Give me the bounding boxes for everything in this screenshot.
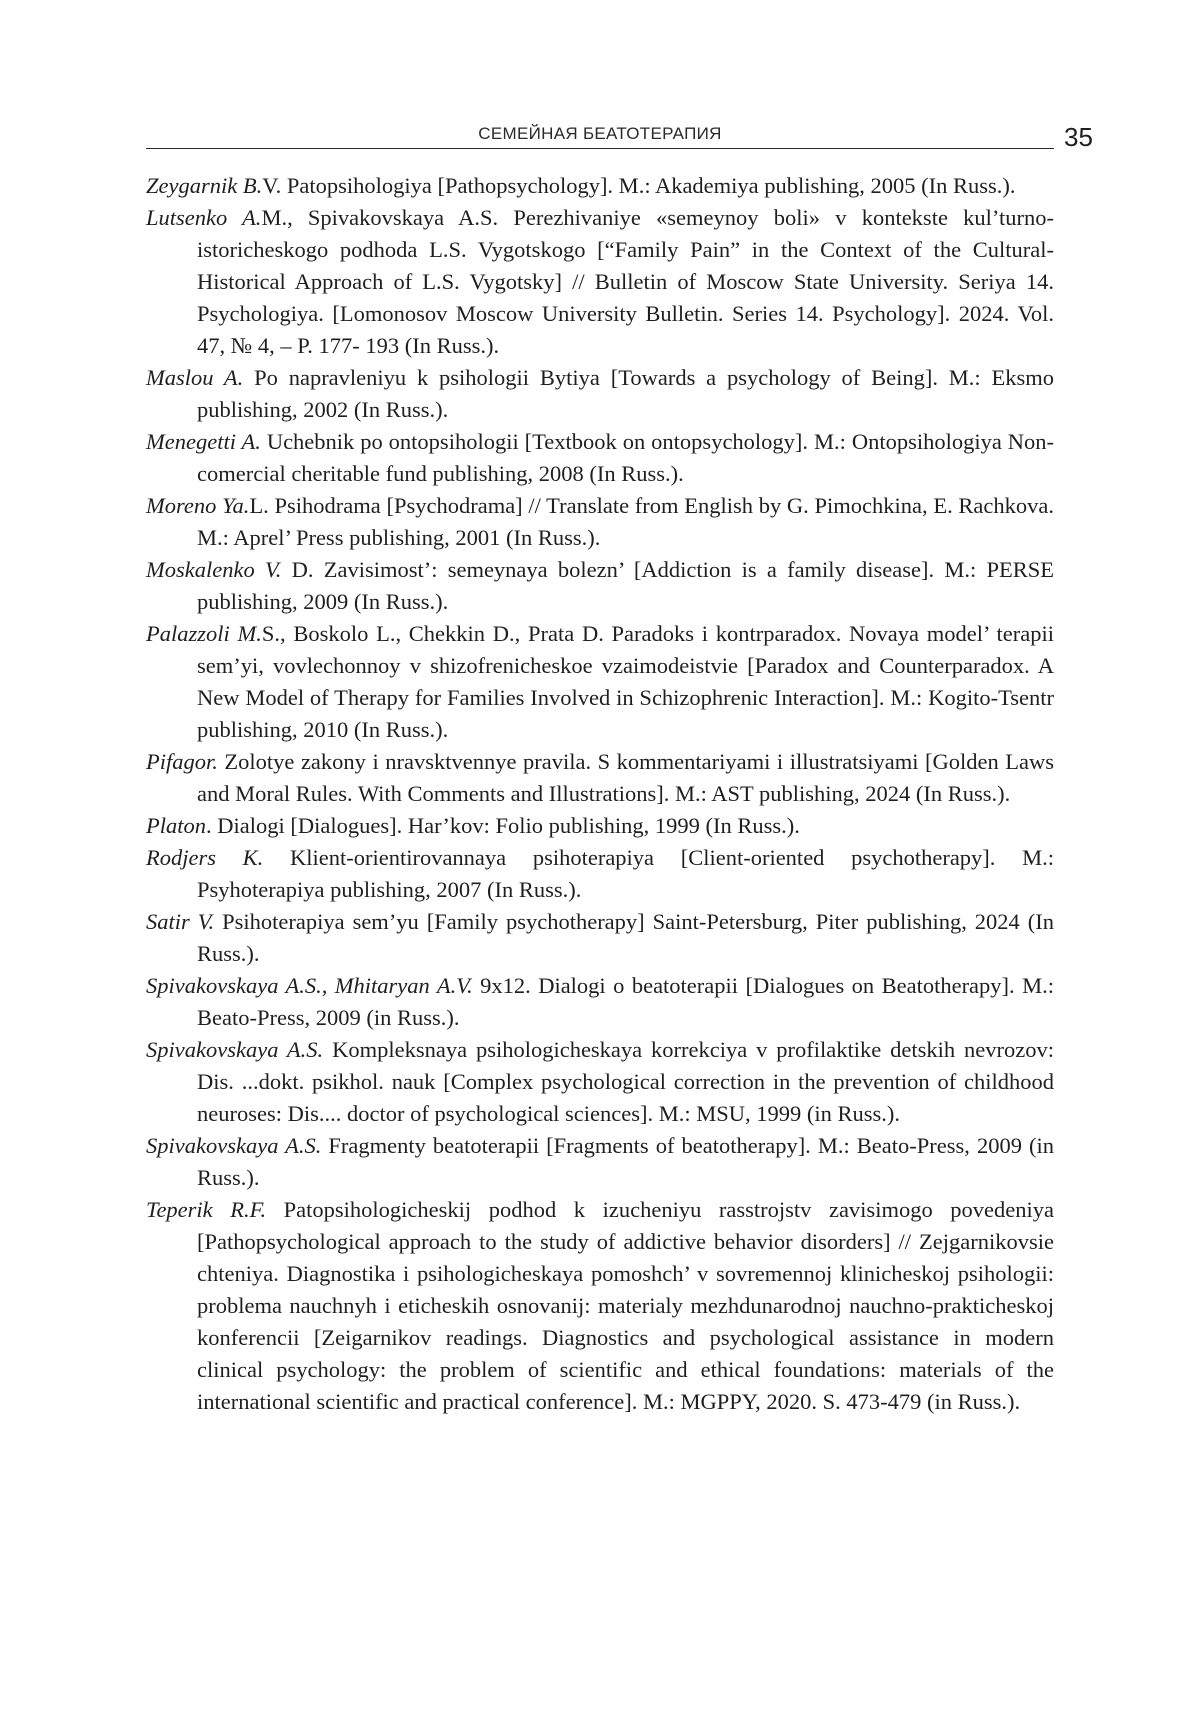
- reference-entry: [146, 842, 1054, 906]
- reference-author: Moskalenko V.: [146, 557, 282, 582]
- reference-author: Pifagor.: [146, 749, 218, 774]
- reference-text: L. Psihodrama [Psychodrama] // Translate from English by G. Pimochkina, E. Rachkova. M.: Aprel’ Press publishing, 2001 (In Russ.).: [197, 493, 1054, 550]
- reference-entry: [146, 906, 1054, 970]
- reference-text: Zolotye zakony i nravsktvennye pravila. S kommentariyami i illustratsiyami [Golden Laws and Moral Rules. With Comments and Illustrations]. M.: AST publishing, 2024 (In Russ.).: [197, 749, 1054, 806]
- reference-author: Menegetti A.: [146, 429, 261, 454]
- reference-entry: [146, 170, 1054, 202]
- reference-entry: [146, 490, 1054, 554]
- reference-author: Satir V.: [146, 909, 215, 934]
- reference-text: D. Zavisimost’: semeynaya bolezn’ [Addiction is a family disease]. M.: PERSE publishing, 2009 (In Russ.).: [197, 557, 1054, 614]
- reference-text: S., Boskolo L., Chekkin D., Prata D. Paradoks i kontrparadox. Novaya model’ terapii sem’yi, vovlechonnoy v shizofrenicheskoe vzaimodeistvie [Paradox and Counterparadox. A New Model of Therapy for Families Involved in Schizophrenic Interaction]. M.: Kogito-Tsentr publishing, 2010 (In Russ.).: [197, 621, 1054, 742]
- reference-text: . Dialogi [Dialogues]. Har’kov: Folio publishing, 1999 (In Russ.).: [206, 813, 800, 838]
- reference-entry: [146, 810, 1054, 842]
- reference-author: Palazzoli M.: [146, 621, 262, 646]
- running-title: СЕМЕЙНАЯ БЕАТОТЕРАПИЯ: [478, 124, 722, 143]
- reference-entry: [146, 362, 1054, 426]
- reference-author: Teperik R.F.: [146, 1197, 267, 1222]
- reference-entry: [146, 618, 1054, 746]
- reference-author: Spivakovskaya A.S.: [146, 1037, 324, 1062]
- reference-author: Spivakovskaya A.S.: [146, 1133, 322, 1158]
- reference-author: Lutsenko A.: [146, 205, 262, 230]
- reference-author: Maslou A.: [146, 365, 244, 390]
- reference-text: V. Patopsihologiya [Pathopsychology]. M.: Akademiya publishing, 2005 (In Russ.).: [262, 173, 1016, 198]
- reference-text: Psihoterapiya sem’yu [Family psychotherapy] Saint-Petersburg, Piter publishing, 2024 (In Russ.).: [197, 909, 1054, 966]
- reference-text: M., Spivakovskaya A.S. Perezhivaniye «semeynoy boli» v kontekste kul’turno-istoricheskogo podhoda L.S. Vygotskogo [“Family Pain” in the Context of the Cultural-Historical Approach of L.S. Vygotsky] // Bulletin of Moscow State University. Seriya 14. Psychologiya. [Lomonosov Moscow University Bulletin. Series 14. Psychology]. 2024. Vol. 47, № 4, – P. 177- 193 (In Russ.).: [197, 205, 1054, 358]
- reference-entry: [146, 554, 1054, 618]
- running-header: [146, 120, 1054, 149]
- page-number: 35: [1064, 122, 1093, 152]
- reference-text: Klient-orientirovannaya psihoterapiya [Client-oriented psychotherapy]. M.: Psyhoterapiya publishing, 2007 (In Russ.).: [197, 845, 1054, 902]
- reference-text: Po napravleniyu k psihologii Bytiya [Towards a psychology of Being]. M.: Eksmo publishing, 2002 (In Russ.).: [197, 365, 1054, 422]
- reference-entry: [146, 426, 1054, 490]
- reference-entry: [146, 970, 1054, 1034]
- reference-list: [146, 170, 1054, 1418]
- reference-entry: [146, 1130, 1054, 1194]
- reference-entry: [146, 1034, 1054, 1130]
- reference-text: Fragmenty beatoterapii [Fragments of beatotherapy]. M.: Beato-Press, 2009 (in Russ.).: [197, 1133, 1054, 1190]
- reference-author: Rodjers K.: [146, 845, 264, 870]
- reference-text: Kompleksnaya psihologicheskaya korrekciya v profilaktike detskih nevrozov: Dis. ...dokt. psikhol. nauk [Complex psychological correction in the prevention of childhood neuroses: Dis.... doctor of psychological sciences]. M.: MSU, 1999 (in Russ.).: [197, 1037, 1055, 1126]
- reference-entry: [146, 746, 1054, 810]
- reference-text: 9x12. Dialogi o beatoterapii [Dialogues on Beatotherapy]. M.: Beato-Press, 2009 (in Russ.).: [197, 973, 1054, 1030]
- reference-author: Zeygarnik B.: [146, 173, 263, 198]
- reference-author: Spivakovskaya A.S., Mhitaryan A.V.: [146, 973, 473, 998]
- reference-author: Platon: [146, 813, 206, 838]
- reference-text: Uchebnik po ontopsihologii [Textbook on ontopsychology]. M.: Ontopsihologiya Non-comercial cheritable fund publishing, 2008 (In Russ.).: [197, 429, 1055, 486]
- reference-author: Moreno Ya.: [146, 493, 250, 518]
- reference-entry: [146, 202, 1054, 362]
- reference-entry: [146, 1194, 1054, 1418]
- reference-text: Patopsihologicheskij podhod k izucheniyu rasstrojstv zavisimogo povedeniya [Pathopsychological approach to the study of addictive behavior disorders] // Zejgarnikovsie chteniya. Diagnostika i psihologicheskaya pomoshch’ v sovremennoj klinicheskoj psihologii: problema nauchnyh i eticheskih osnovanij: materialy mezhdunarodnoj nauchno-prakticheskoj konferencii [Zeigarnikov readings. Diagnostics and psychological assistance in modern clinical psychology: the problem of scientific and ethical foundations: materials of the international scientific and practical conference]. M.: MGPPY, 2020. S. 473-479 (in Russ.).: [197, 1197, 1054, 1414]
